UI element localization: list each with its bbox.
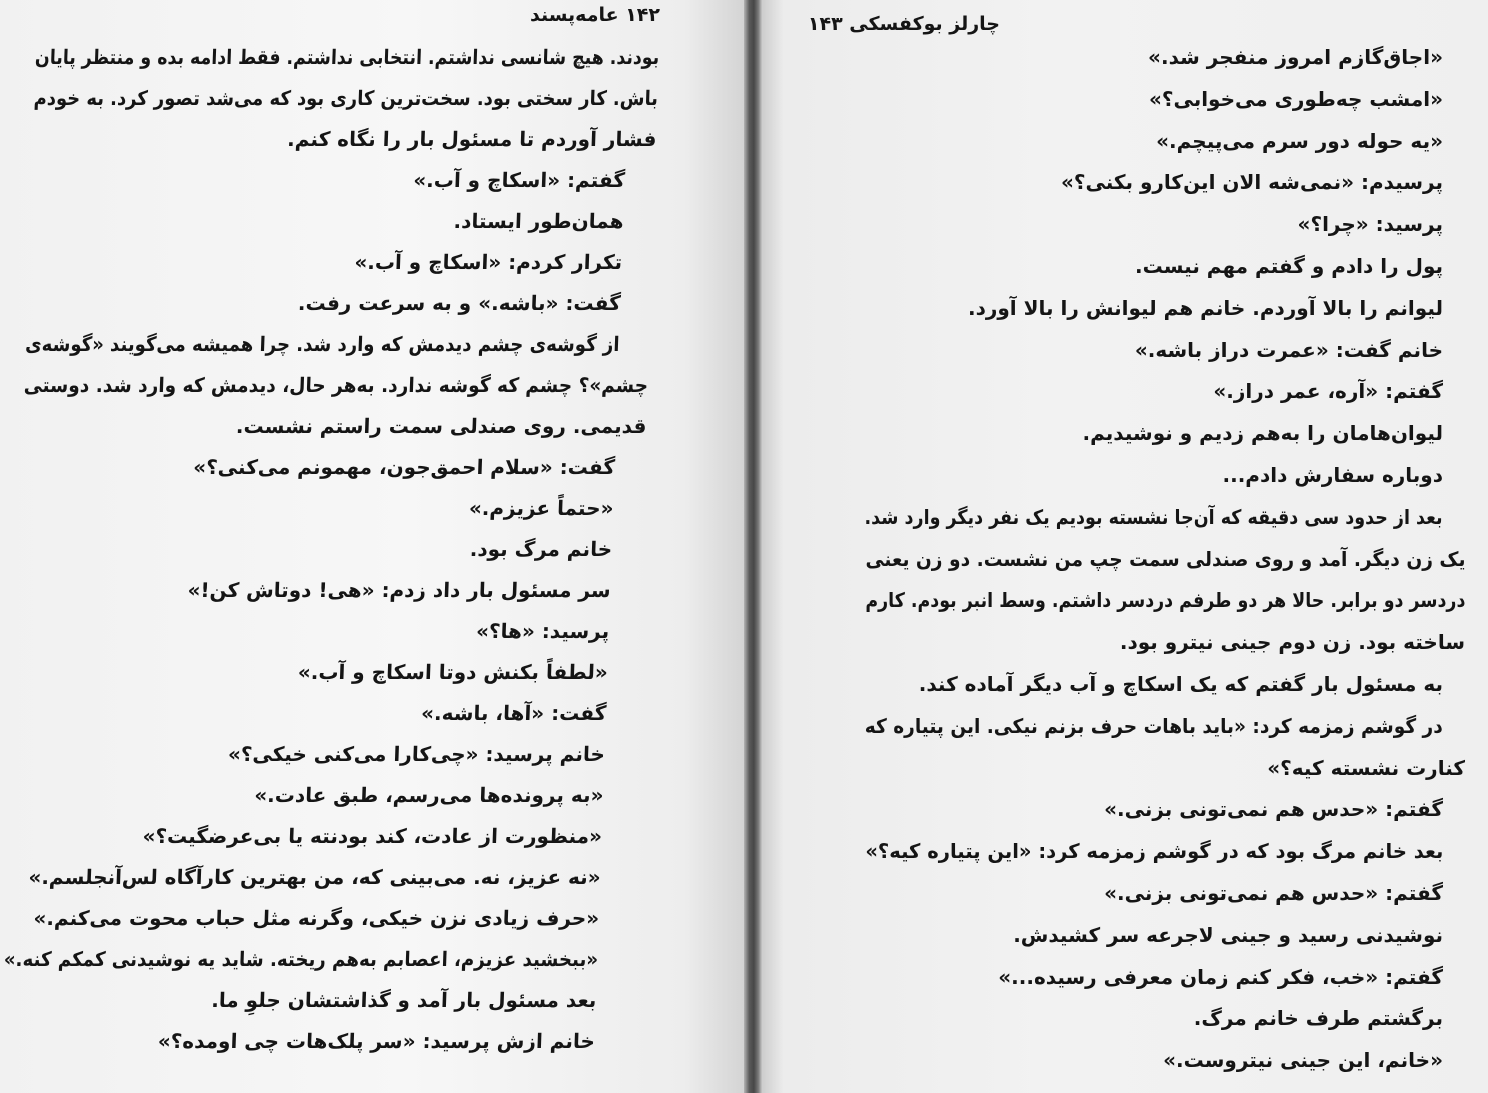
text-line [865,580,1465,622]
text-line [5,857,631,898]
text-line [865,79,1465,121]
text-line-content: تکرار کردم: «اسکاچ و آب.» [354,250,623,274]
text-line-content: خانم پرسید: «چی‌کارا می‌کنی خیکی؟» [227,742,606,766]
text-line-content: خانم گفت: «عمرت دراز باشه.» [1134,337,1443,362]
text-line [34,37,660,78]
text-line [865,330,1465,372]
text-line [22,365,648,406]
text-line-content: به مسئول بار گفتم که یک اسکاچ و آب دیگر آماده کند. [918,671,1443,696]
text-line [865,664,1465,706]
text-line [0,1021,626,1062]
text-line [865,1040,1465,1082]
text-line [14,611,640,652]
text-line-content: گفتم: «حدس هم نمی‌تونی بزنی.» [1104,880,1443,905]
text-line-content: پرسید: «ها؟» [475,619,610,643]
text-line-content: «نه عزیز، نه. می‌بینی که، من بهترین کارآگاه لس‌آنجلسم.» [28,865,602,889]
text-line-content: «حرف زیادی نزن خیکی، وگرنه مثل حباب محوت می‌کنم.» [33,906,600,930]
text-line-content: خانم مرگ بود. [469,537,613,561]
text-line-content: قدیمی. روی صندلی سمت راستم نشست. [235,414,647,438]
text-line [865,371,1465,413]
text-line-content: خانم ازش پرسید: «سر پلک‌هات چی اومده؟» [157,1029,596,1053]
text-line-content: گفتم: «خب، فکر کنم زمان معرفی رسیده...» [998,964,1443,989]
text-line-content: بعد مسئول بار آمد و گذاشتشان جلوِ ما. [210,988,597,1012]
text-line [865,998,1465,1040]
text-line [865,873,1465,915]
page-gutter [744,0,762,1093]
text-line-content: «امشب چه‌طوری می‌خوابی؟» [1148,86,1443,111]
text-line [865,413,1465,455]
text-line-content: گفت: «باشه.» و به سرعت رفت. [297,291,622,315]
text-line-content: گفتم: «حدس هم نمی‌تونی بزنی.» [1104,797,1443,822]
text-line-content: دوباره سفارش دادم... [1222,462,1443,487]
right-page [762,0,1488,1093]
text-line-content: «به پرونده‌ها می‌رسم، طبق عادت.» [253,783,604,807]
text-line [865,622,1465,664]
text-line [28,201,654,242]
text-line-content: برگشتم طرف خانم مرگ. [1193,1006,1443,1031]
text-line [865,748,1465,790]
text-line-content: گفت: «سلام احمق‌جون، مهمونم می‌کنی؟» [192,455,616,479]
text-line [1,980,627,1021]
text-line [865,204,1465,246]
text-line-content: لیوانم را بالا آوردم. خانم هم لیوانش را بالا آورد. [968,295,1443,320]
text-line-content: گفتم: «اسکاچ و آب.» [412,168,626,192]
text-line-content: بعد خانم مرگ بود که در گوشم زمزمه کرد: «این پتیاره کیه؟» [865,839,1443,864]
text-line-content: «حتماً عزیزم.» [468,496,614,520]
text-line [19,447,645,488]
text-line [11,693,637,734]
right-text-block [865,37,1465,1082]
text-line-content: یک زن دیگر. آمد و روی صندلی سمت چپ من نشست. دو زن یعنی [865,546,1465,571]
text-line [865,288,1465,330]
text-line [31,119,657,160]
text-line [9,734,635,775]
text-line [29,160,655,201]
text-line [865,789,1465,831]
text-line-content: «ببخشید عزیزم، اعصابم به‌هم ریخته. شاید یه نوشیدنی کمکم کنه.» [3,947,599,971]
text-line [6,816,632,857]
running-header-left: ۱۴۲ عامه‌پسند [529,4,660,26]
text-line [16,529,642,570]
text-line [865,957,1465,999]
text-line-content: «خانم، این جینی نیتروست.» [1163,1048,1443,1073]
text-line-content: بعد از حدود سی دقیقه که آن‌جا نشسته بودیم یک نفر دیگر وارد شد. [865,504,1443,529]
text-line-content: «لطفاً بکنش دوتا اسکاچ و آب.» [297,660,609,684]
text-line-content: لیوان‌هامان را به‌هم زدیم و نوشیدیم. [1082,421,1443,446]
text-line-content: «منظورت از عادت، کند بودنته یا بی‌عرضگیت؟» [142,824,603,848]
text-line [15,570,641,611]
text-line-content: در گوشم زمزمه کرد: «باید باهات حرف بزنم نیکی. این پتیاره که [865,713,1443,738]
text-line-content: دردسر دو برابر. حالا هر دو طرفم دردسر داشتم. وسط انبر بودم. کارم [865,588,1465,613]
text-line-content: فشار آوردم تا مسئول بار را نگاه کنم. [286,127,657,151]
text-line-content: بودند. هیچ شانسی نداشتم. انتخابی نداشتم. فقط ادامه بده و منتظر پایان [34,45,660,69]
text-line [865,455,1465,497]
text-line [8,775,634,816]
text-line [865,831,1465,873]
text-line [865,539,1465,581]
text-line [24,324,650,365]
text-line-content: «یه حوله دور سرم می‌پیچم.» [1156,128,1443,153]
text-line [25,283,651,324]
text-line-content: چشم»؟ چشم که گوشه ندارد. به‌هر حال، دیدمش که وارد شد. دوستی [23,373,649,397]
text-line [12,652,638,693]
text-line-content: پرسید: «چرا؟» [1297,212,1443,237]
text-line-content: «اجاق‌گازم امروز منفجر شد.» [1148,45,1443,69]
text-line [865,121,1465,163]
running-header-right: چارلز بوکفسکی ۱۴۳ [807,13,1000,35]
text-line-content: پرسیدم: «نمی‌شه الان این‌کارو بکنی؟» [1060,170,1443,195]
text-line [32,78,658,119]
text-line-content: نوشیدنی رسید و جینی لاجرعه سر کشیدش. [1013,922,1443,947]
text-line [865,162,1465,204]
text-line-content: باش. کار سختی بود. سخت‌ترین کاری بود که می‌شد تصور کرد. به خودم [33,86,659,110]
text-line [26,242,652,283]
text-line [865,37,1465,79]
text-line [4,898,630,939]
text-line-content: ساخته بود. زن دوم جینی نیترو بود. [1119,630,1465,655]
text-line [2,939,628,980]
text-line-content: همان‌طور ایستاد. [453,209,624,233]
text-line [865,497,1465,539]
text-line-content: گفت: «آها، باشه.» [420,701,607,725]
left-text-block [0,37,660,1062]
text-line [21,406,647,447]
text-line-content: پول را دادم و گفتم مهم نیست. [1135,253,1443,278]
text-line [18,488,644,529]
text-line-content: گفتم: «آره، عمر دراز.» [1213,379,1443,404]
text-line-content: از گوشه‌ی چشم دیدمش که وارد شد. چرا همیشه می‌گویند «گوشه‌ی [24,332,620,356]
text-line [865,246,1465,288]
text-line-content: کنارت نشسته کیه؟» [1267,755,1465,780]
text-line [865,706,1465,748]
text-line-content: سر مسئول بار داد زدم: «هی! دوتاش کن!» [187,578,612,602]
text-line [865,915,1465,957]
